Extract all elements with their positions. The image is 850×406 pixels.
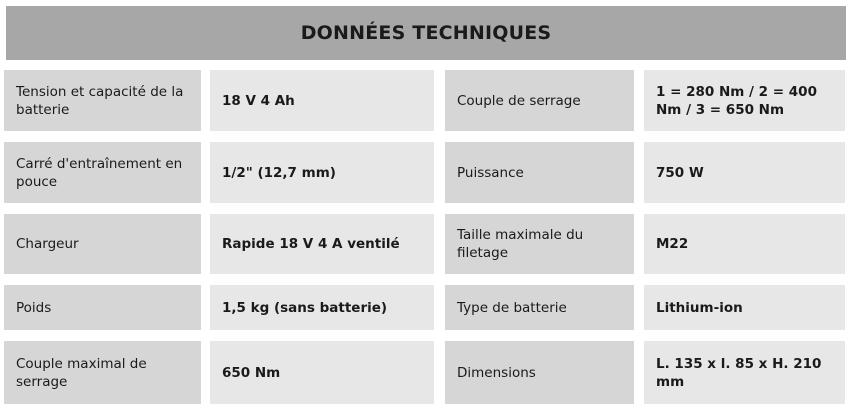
spec-label-max-thread-size: Taille maximale du filetage (445, 214, 634, 274)
spec-label-power: Puissance (445, 142, 634, 203)
spec-value-max-torque: 650 Nm (210, 341, 434, 404)
spec-label-tightening-torque: Couple de serrage (445, 70, 634, 131)
spec-label-weight: Poids (4, 285, 201, 330)
spec-value-max-thread-size: M22 (644, 214, 845, 274)
spec-label-dimensions: Dimensions (445, 341, 634, 404)
spec-value-tightening-torque: 1 = 280 Nm / 2 = 400 Nm / 3 = 650 Nm (644, 70, 845, 131)
spec-value-charger: Rapide 18 V 4 A ventilé (210, 214, 434, 274)
spec-value-battery-type: Lithium-ion (644, 285, 845, 330)
spec-value-weight: 1,5 kg (sans batterie) (210, 285, 434, 330)
page-title: DONNÉES TECHNIQUES (300, 22, 552, 44)
spec-label-battery-type: Type de batterie (445, 285, 634, 330)
spec-value-battery-voltage-capacity: 18 V 4 Ah (210, 70, 434, 131)
table-header (6, 6, 846, 60)
spec-value-power: 750 W (644, 142, 845, 203)
spec-label-square-drive: Carré d'entraînement en pouce (4, 142, 201, 203)
spec-label-max-torque: Couple maximal de serrage (4, 341, 201, 404)
spec-value-square-drive: 1/2" (12,7 mm) (210, 142, 434, 203)
spec-label-charger: Chargeur (4, 214, 201, 274)
spec-value-dimensions: L. 135 x l. 85 x H. 210 mm (644, 341, 845, 404)
spec-label-battery-voltage-capacity: Tension et capacité de la batterie (4, 70, 201, 131)
